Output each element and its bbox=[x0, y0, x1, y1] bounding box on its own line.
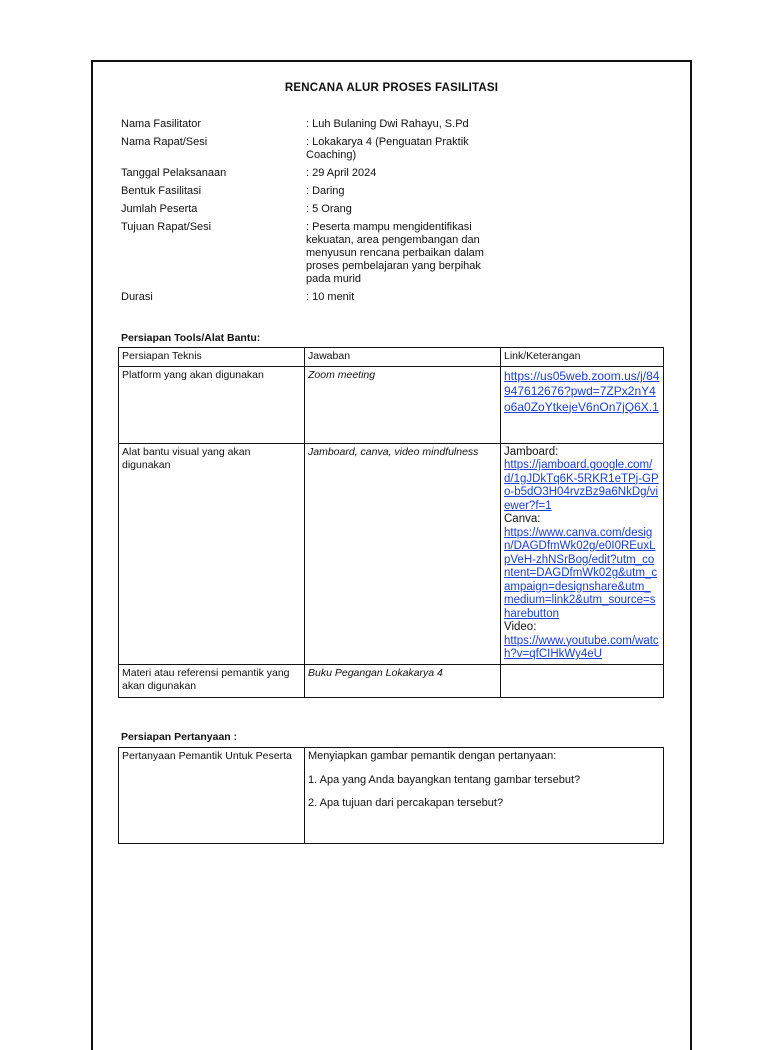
tool-item: Platform yang akan digunakan bbox=[119, 366, 305, 443]
table-row bbox=[119, 366, 664, 443]
table-row bbox=[119, 748, 664, 844]
info-row-participants bbox=[121, 203, 511, 216]
info-label: Tanggal Pelaksanaan bbox=[121, 167, 227, 179]
tool-item: Materi atau referensi pemantik yang akan digunakan bbox=[119, 664, 305, 697]
info-label: Nama Rapat/Sesi bbox=[121, 136, 208, 148]
tool-link bbox=[501, 664, 664, 697]
info-label: Nama Fasilitator bbox=[121, 118, 202, 130]
jamboard-link[interactable]: https://jamboard.google.com/d/1gJDkTq6K-5RKR1eTPj-GPo-b5dO3H04rvzBz9a6NkDg/viewer?f=1 bbox=[504, 459, 659, 512]
info-section bbox=[121, 118, 511, 304]
zoom-link[interactable]: https://us05web.zoom.us/j/84947612676?pwd=7ZPx2nY4o6a0ZoYtkejeV6nOn7jQ6X.1 bbox=[504, 368, 660, 414]
tool-answer: Zoom meeting bbox=[305, 366, 501, 443]
info-value: : Luh Bulaning Dwi Rahayu, S.Pd bbox=[306, 118, 469, 130]
questions-intro: Menyiapkan gambar pemantik dengan pertanyaan: bbox=[308, 750, 557, 762]
canva-link[interactable]: https://www.canva.com/design/DAGDfmWk02g/e0I0REuxLpVeH-zhNSrBog/edit?utm_content=DAGDfmWk02g&utm_campaign=designshare&utm_medium=link2&utm_source=sharebutton bbox=[504, 526, 658, 620]
table-row bbox=[119, 664, 664, 697]
question-2: 2. Apa tujuan dari percakapan tersebut? bbox=[308, 797, 504, 809]
video-label: Video: bbox=[504, 621, 537, 633]
info-value: : Daring bbox=[306, 185, 345, 197]
tool-item: Alat bantu visual yang akan digunakan bbox=[119, 443, 305, 664]
info-label: Tujuan Rapat/Sesi bbox=[121, 221, 212, 233]
questions-cell bbox=[305, 748, 664, 844]
canva-label: Canva: bbox=[504, 513, 541, 525]
questions-label: Pertanyaan Pemantik Untuk Peserta bbox=[119, 748, 305, 844]
video-link[interactable]: https://www.youtube.com/watch?v=qfCIHkWy4eU bbox=[504, 634, 659, 660]
info-value: : 5 Orang bbox=[306, 203, 352, 215]
info-row-facilitator bbox=[121, 118, 511, 131]
info-row-goal bbox=[121, 221, 511, 286]
tool-answer: Jamboard, canva, video mindfulness bbox=[305, 443, 501, 664]
info-row-duration bbox=[121, 291, 511, 304]
questions-heading: Persiapan Pertanyaan : bbox=[121, 731, 238, 743]
table-row bbox=[119, 443, 664, 664]
info-label: Jumlah Peserta bbox=[121, 203, 198, 215]
column-header: Jawaban bbox=[305, 348, 501, 367]
question-1: 1. Apa yang Anda bayangkan tentang gambar tersebut? bbox=[308, 773, 581, 786]
info-value: : 29 April 2024 bbox=[306, 167, 377, 179]
info-row-date bbox=[121, 167, 511, 180]
column-header: Link/Keterangan bbox=[501, 348, 664, 367]
tool-answer: Buku Pegangan Lokakarya 4 bbox=[305, 664, 501, 697]
links-cell bbox=[501, 443, 664, 664]
jamboard-label: Jamboard: bbox=[504, 445, 559, 458]
info-value: : Lokakarya 4 (Penguatan Praktik Coaching) bbox=[306, 136, 469, 161]
tools-heading: Persiapan Tools/Alat Bantu: bbox=[121, 332, 261, 344]
info-value: : Peserta mampu mengidentifikasi kekuatan, area pengembangan dan menyusun rencana perbaikan dalam proses pembelajaran yang berpihak pada murid bbox=[306, 221, 484, 285]
info-row-form bbox=[121, 185, 511, 198]
info-row-session bbox=[121, 136, 511, 162]
info-value: : 10 menit bbox=[306, 291, 355, 303]
column-header: Persiapan Teknis bbox=[119, 348, 305, 367]
tools-table bbox=[118, 347, 664, 698]
questions-table bbox=[118, 747, 664, 844]
document-title: RENCANA ALUR PROSES FASILITASI bbox=[284, 82, 499, 94]
info-label: Bentuk Fasilitasi bbox=[121, 185, 202, 197]
table-header-row bbox=[119, 348, 664, 367]
info-label: Durasi bbox=[121, 291, 153, 303]
